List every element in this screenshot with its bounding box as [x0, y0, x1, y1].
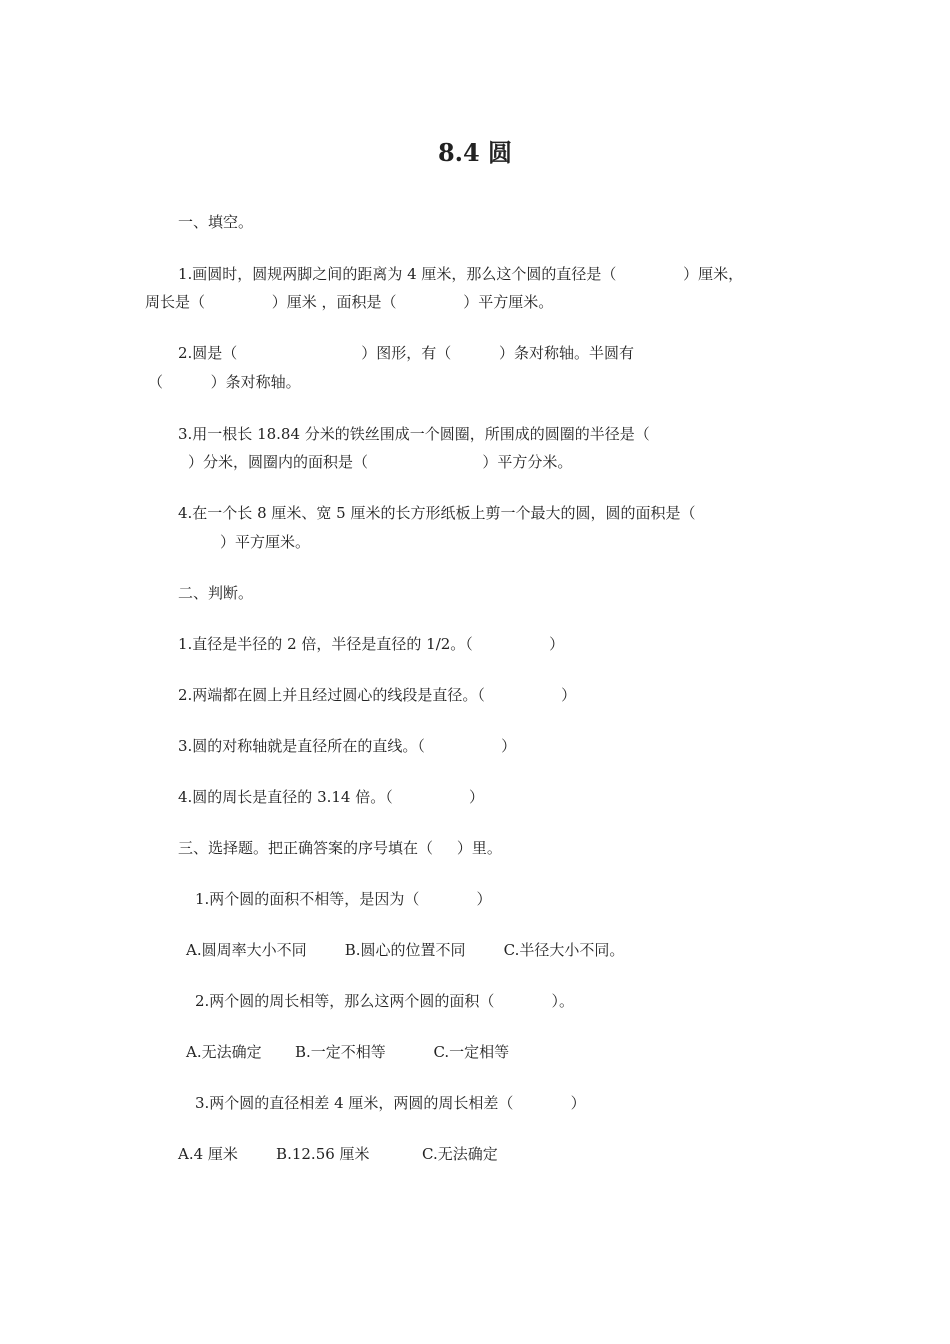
judge-question-2: 2.两端都在圆上并且经过圆心的线段是直径。（ ） [178, 686, 577, 704]
page-title: 8.4 圆 [437, 138, 513, 167]
choice-question-1-options: A.圆周率大小不同 B.圆心的位置不同 C.半径大小不同。 [186, 941, 625, 959]
section-heading-true-false: 二、判断。 [178, 584, 254, 602]
fill-question-1-line-1: 1.画圆时，圆规两脚之间的距离为 4 厘米，那么这个圆的直径是（ ）厘米， [178, 265, 744, 283]
judge-question-1: 1.直径是半径的 2 倍，半径是直径的 1/2。（ ） [178, 635, 565, 653]
choice-question-2-options: A.无法确定 B.一定不相等 C.一定相等 [186, 1043, 510, 1061]
judge-question-3: 3.圆的对称轴就是直径所在的直线。（ ） [178, 737, 517, 755]
section-heading-multiple-choice: 三、选择题。把正确答案的序号填在（ ）里。 [178, 839, 502, 857]
section-heading-fill-blank: 一、填空。 [178, 213, 254, 231]
choice-question-3-options: A.4 厘米 B.12.56 厘米 C.无法确定 [178, 1145, 498, 1163]
choice-question-1: 1.两个圆的面积不相等，是因为（ ） [195, 890, 492, 908]
fill-question-3-line-1: 3.用一根长 18.84 分米的铁丝围成一个圆圈，所围成的圆圈的半径是（ [178, 425, 650, 443]
fill-question-2-line-1: 2.圆是（ ）图形，有（ ）条对称轴。半圆有 [178, 344, 634, 362]
choice-question-2: 2.两个圆的周长相等，那么这两个圆的面积（ ）。 [195, 992, 575, 1010]
judge-question-4: 4.圆的周长是直径的 3.14 倍。（ ） [178, 788, 485, 806]
fill-question-4-line-2: ）平方厘米。 [220, 533, 311, 551]
fill-question-1-line-2: 周长是（ ）厘米 ，面积是（ ）平方厘米。 [145, 293, 554, 311]
choice-question-3: 3.两个圆的直径相差 4 厘米，两圆的周长相差（ ） [195, 1094, 586, 1112]
fill-question-3-line-2: ）分米，圆圈内的面积是（ ）平方分米。 [188, 453, 573, 471]
fill-question-4-line-1: 4.在一个长 8 厘米、宽 5 厘米的长方形纸板上剪一个最大的圆，圆的面积是（ [178, 504, 696, 522]
fill-question-2-line-2: （ ）条对称轴。 [148, 373, 301, 391]
